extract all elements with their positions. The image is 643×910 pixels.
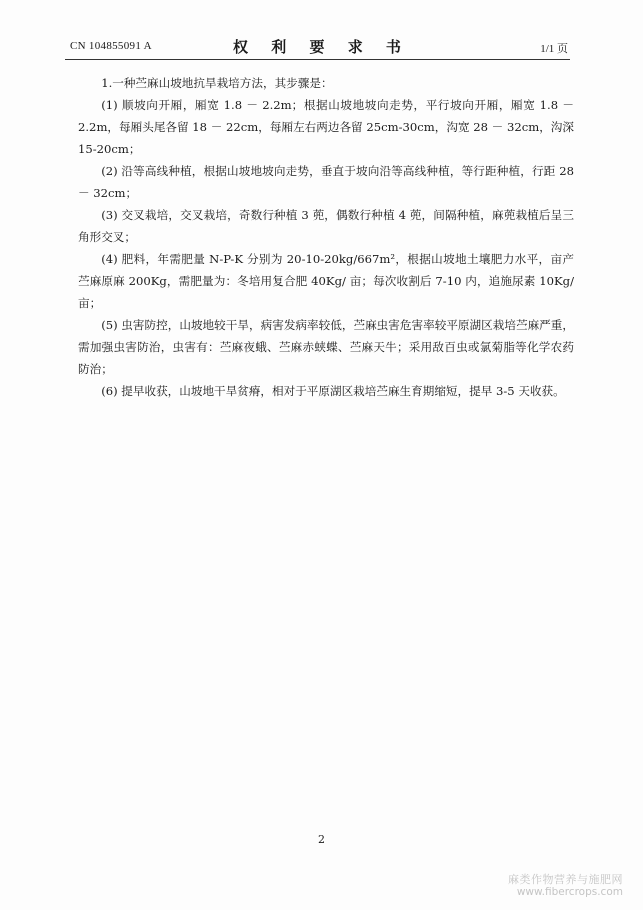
- claim-step-5: (5) 虫害防控，山坡地较干旱，病害发病率较低，苎麻虫害危害率较平原湖区栽培苎麻严重，需加强虫害防治，虫害有：苎麻夜蛾、苎麻赤蛱蝶、苎麻天牛；采用敌百虫或氯菊脂等化学农药防治；: [78, 318, 574, 376]
- claims-body: [78, 72, 574, 402]
- claim-step-2: (2) 沿等高线种植，根据山坡地坡向走势，垂直于坡向沿等高线种植，等行距种植，行距 28 － 32cm；: [78, 164, 574, 200]
- page-indicator: 1/1 页: [540, 43, 568, 55]
- claim-step-4: (4) 肥料，年需肥量 N-P-K 分别为 20-10-20kg/667m²，根据山坡地土壤肥力水平，亩产苎麻原麻 200Kg，需肥量为：冬培用复合肥 40Kg/ 亩；每次收割后 7-10 内，追施尿素 10Kg/ 亩；: [78, 252, 574, 310]
- page-number: 2: [318, 833, 325, 846]
- document-title: 权 利 要 求 书: [233, 38, 410, 56]
- site-watermark: [508, 874, 623, 898]
- header-divider: [65, 59, 570, 60]
- watermark-url: www.fibercrops.com: [516, 886, 623, 898]
- claim-intro: 1.一种苎麻山坡地抗旱栽培方法，其步骤是：: [101, 76, 333, 90]
- claim-step-6: (6) 提早收获，山坡地干旱贫瘠，相对于平原湖区栽培苎麻生育期缩短，提早 3-5 天收获。: [101, 384, 565, 398]
- patent-number: CN 104855091 A: [70, 40, 152, 52]
- watermark-site-name: 麻类作物营养与施肥网: [508, 873, 623, 886]
- claim-step-1: (1) 顺坡向开厢，厢宽 1.8 － 2.2m；根据山坡地坡向走势，平行坡向开厢，厢宽 1.8 － 2.2m，每厢头尾各留 18 － 22cm，每厢左右两边各留 25cm-30cm，沟宽 28 － 32cm，沟深 15-20cm；: [78, 98, 574, 156]
- claim-step-3: (3) 交叉栽培，交叉栽培，奇数行种植 3 蔸，偶数行种植 4 蔸，间隔种植，麻蔸栽植后呈三角形交叉；: [78, 208, 574, 244]
